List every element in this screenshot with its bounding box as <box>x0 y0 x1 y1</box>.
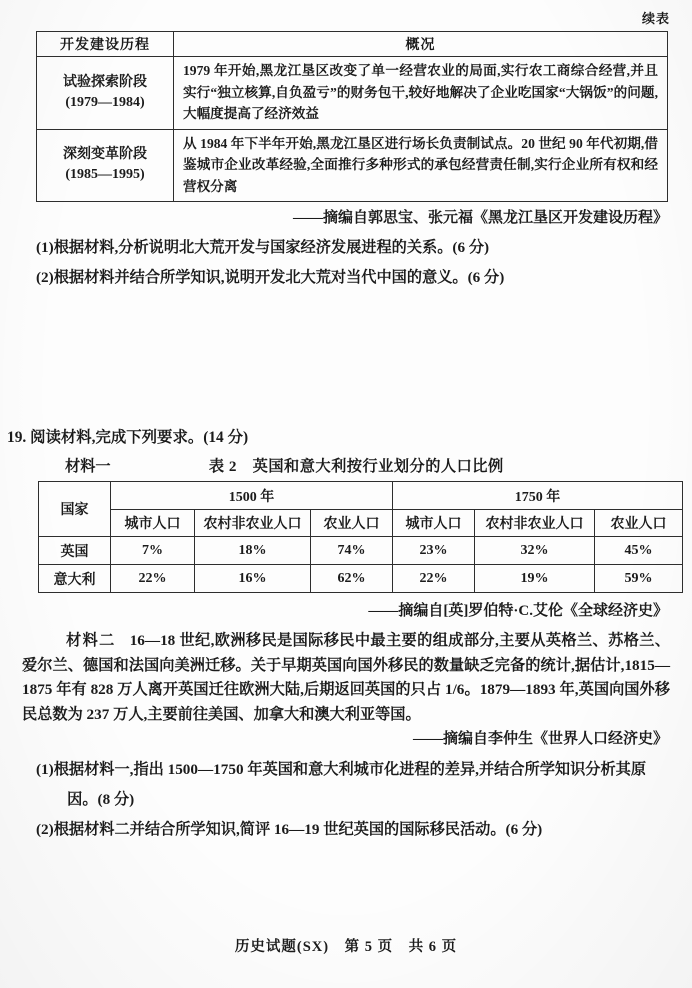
value-cell: 74% <box>311 537 393 565</box>
subheader-urban-1500: 城市人口 <box>111 510 195 537</box>
table-row-italy <box>39 565 683 593</box>
country-cell: 英国 <box>39 537 111 565</box>
value-cell: 59% <box>595 565 683 593</box>
population-ratio-table <box>38 481 683 593</box>
value-cell: 22% <box>393 565 475 593</box>
header-overview: 概况 <box>174 32 668 57</box>
table-year-header-row <box>39 482 683 510</box>
development-history-table <box>36 31 668 202</box>
header-year-1750: 1750 年 <box>393 482 683 510</box>
value-cell: 7% <box>111 537 195 565</box>
value-cell: 22% <box>111 565 195 593</box>
question19-part1: (1)根据材料一,指出 1500—1750 年英国和意大利城市化进程的差异,并结合所学知识分析其原因。(8 分) <box>36 761 647 808</box>
material2-label: 材料二 <box>66 632 116 649</box>
material2-paragraph <box>22 629 670 727</box>
stage-name: 深刻变革阶段 <box>63 147 147 163</box>
question19-part2: (2)根据材料二并结合所学知识,简评 16—19 世纪英国的国际移民活动。(6 分) <box>36 821 543 838</box>
overview-cell: 1979 年开始,黑龙江垦区改变了单一经营农业的局面,实行农工商综合经营,并且实行“独立核算,自负盈亏”的财务包干,较好地解决了企业吃国家“大锅饭”的问题,大幅度提高了经济效益 <box>174 57 668 130</box>
material1-heading <box>65 455 672 476</box>
value-cell: 23% <box>393 537 475 565</box>
table2-caption: 表 2 英国和意大利按行业划分的人口比例 <box>208 458 504 475</box>
page-footer: 历史试题(SX) 第 5 页 共 6 页 <box>234 939 458 955</box>
source-citation-material2: ——摘编自李仲生《世界人口经济史》 <box>412 731 668 747</box>
source-citation-table1: ——摘编自郭思宝、张元福《黑龙江垦区开发建设历程》 <box>292 210 668 226</box>
value-cell: 45% <box>595 537 683 565</box>
value-cell: 32% <box>475 537 595 565</box>
overview-cell: 从 1984 年下半年开始,黑龙江垦区进行场长负责制试点。20 世纪 90 年代初期,借鉴城市企业改革经验,全面推行多种形式的承包经营责任制,实行企业所有权和经营权分离 <box>174 129 668 202</box>
subheader-farm-1500: 农业人口 <box>311 510 393 537</box>
question19-stem: 19. 阅读材料,完成下列要求。(14 分) <box>7 429 249 446</box>
table-row <box>37 57 668 130</box>
question18-subquestions <box>20 233 672 293</box>
stage-cell <box>37 57 174 130</box>
header-country: 国家 <box>39 482 111 537</box>
value-cell: 62% <box>311 565 393 593</box>
blank-answer-space <box>20 293 672 426</box>
stage-cell <box>37 129 174 202</box>
question19-subquestions <box>20 755 672 845</box>
table-subheader-row <box>39 510 683 537</box>
table-header-row <box>37 32 668 57</box>
subheader-rural-nonfarm-1750: 农村非农业人口 <box>475 510 595 537</box>
header-stage: 开发建设历程 <box>37 32 174 57</box>
source-citation-table2: ——摘编自[英]罗伯特·C.艾伦《全球经济史》 <box>368 603 668 619</box>
stage-years: (1985—1995) <box>65 167 145 183</box>
question18-part2: (2)根据材料并结合所学知识,说明开发北大荒对当代中国的意义。(6 分) <box>36 269 505 286</box>
stage-years: (1979—1984) <box>65 94 145 110</box>
material2-text: 16—18 世纪,欧洲移民是国际移民中最主要的组成部分,主要从英格兰、苏格兰、爱尔兰、德国和法国向美洲迁移。关于早期英国向国外移民的数量缺乏完备的统计,据估计,1815—1875 年有 828 万人离开英国迁往欧洲大陆,后期返回英国的只占 1/6。1879—1893 年,英国向国外移民总数为 237 万人,主要前往美国、加拿大和澳大利亚等国。 <box>22 632 671 723</box>
question18-part1: (1)根据材料,分析说明北大荒开发与国家经济发展进程的关系。(6 分) <box>36 239 490 256</box>
header-year-1500: 1500 年 <box>111 482 393 510</box>
value-cell: 16% <box>195 565 311 593</box>
value-cell: 18% <box>195 537 311 565</box>
stage-name: 试验探索阶段 <box>63 74 147 90</box>
subheader-urban-1750: 城市人口 <box>393 510 475 537</box>
material1-label: 材料一 <box>65 458 111 475</box>
subheader-farm-1750: 农业人口 <box>595 510 683 537</box>
subheader-rural-nonfarm-1500: 农村非农业人口 <box>195 510 311 537</box>
country-cell: 意大利 <box>39 565 111 593</box>
table-row <box>37 129 668 202</box>
value-cell: 19% <box>475 565 595 593</box>
table-row-britain <box>39 537 683 565</box>
continued-table-label: 续表 <box>641 11 670 26</box>
